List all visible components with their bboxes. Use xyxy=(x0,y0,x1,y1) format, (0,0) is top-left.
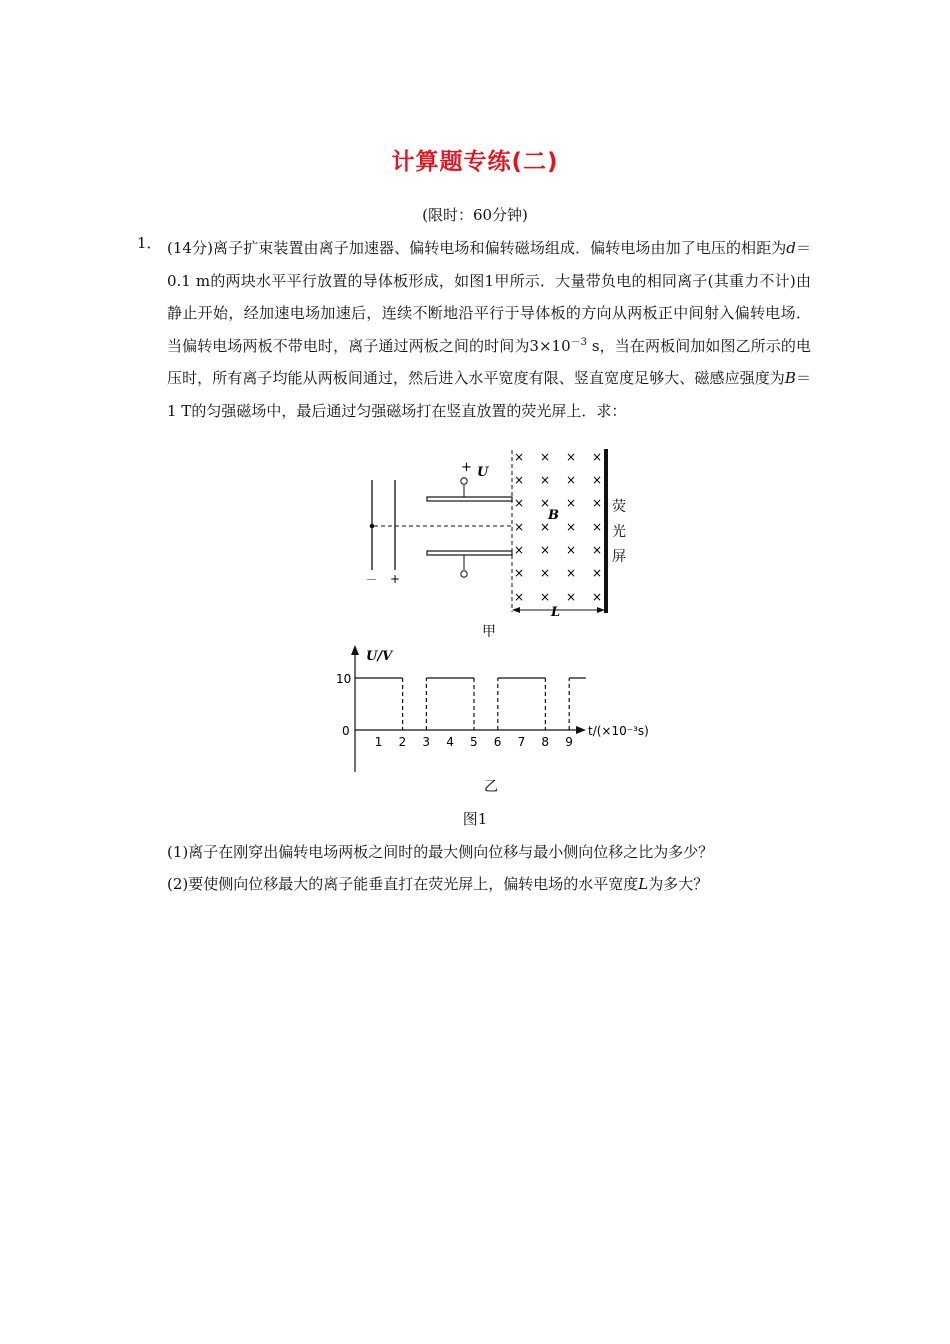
screen-label-3: 屏 xyxy=(612,549,626,565)
plus-bottom-label: + xyxy=(390,572,401,586)
field-cross-mark: × xyxy=(566,543,577,557)
field-cross-mark: × xyxy=(540,566,551,580)
y-tick-10: 10 xyxy=(336,672,352,686)
x-tick-label: 6 xyxy=(493,735,502,749)
field-cross-mark: × xyxy=(540,496,551,510)
figure-a-caption: 甲 xyxy=(482,624,496,640)
x-tick-label: 8 xyxy=(541,735,550,749)
field-cross-mark: × xyxy=(514,520,525,534)
field-cross-mark: × xyxy=(540,520,551,534)
field-cross-mark: × xyxy=(592,496,603,510)
y-axis-label: U/V xyxy=(366,649,393,664)
field-cross-mark: × xyxy=(566,590,577,604)
width-label: L xyxy=(551,605,561,620)
figure-caption: 图1 xyxy=(462,810,488,828)
field-cross-mark: × xyxy=(514,543,525,557)
field-label: B xyxy=(548,508,559,523)
x-axis-arrow-icon xyxy=(576,726,586,734)
x-tick-label: 2 xyxy=(398,735,407,749)
field-cross-mark: × xyxy=(514,473,525,487)
x-tick-labels xyxy=(375,735,573,749)
screen-label-2: 光 xyxy=(612,524,626,540)
page-title: 计算题专练(二) xyxy=(391,149,559,175)
field-cross-mark: × xyxy=(514,450,525,464)
field-cross-mark: × xyxy=(566,450,577,464)
field-cross-mark: × xyxy=(566,520,577,534)
screen-label-1: 荧 xyxy=(612,499,626,515)
plus-top-label: + xyxy=(461,460,472,475)
sub-question-1: (1)离子在刚穿出偏转电场两板之间时的最大侧向位移与最小侧向位移之比为多少？ xyxy=(167,843,714,861)
field-cross-mark: × xyxy=(566,566,577,580)
x-tick-label: 7 xyxy=(517,735,526,749)
field-cross-mark: × xyxy=(514,566,525,580)
voltage-series xyxy=(355,678,586,730)
x-tick-label: 3 xyxy=(422,735,431,749)
field-cross-mark: × xyxy=(540,450,551,464)
field-cross-mark: × xyxy=(592,590,603,604)
field-cross-mark: × xyxy=(566,496,577,510)
field-cross-mark: × xyxy=(514,496,525,510)
question-number: 1． xyxy=(137,234,162,252)
question-text: (14分)离子扩束装置由离子加速器、偏转电场和偏转磁场组成．偏转电场由加了电压的相距为d＝0.1 m的两块水平平行放置的导体板形成，如图1甲所示．大量带负电的相同离子(其重力不计)由静止开始，经加速电场加速后，连续不断地沿平行于导体板的方向从两板正中间射入偏转电场．当偏转电场两板不带电时，离子通过两板之间的时间为$3\times 10^{-3}$ s，当在两板间加如图乙所示的电压时，所有离子均能从两板间通过，然后进入水平宽度有限、竖直宽度足够大、磁感应强度为B＝1 T的匀强磁场中，最后通过匀强磁场打在竖直放置的荧光屏上．求： xyxy=(167,239,812,420)
field-cross-mark: × xyxy=(592,450,603,464)
field-cross-mark: × xyxy=(540,590,551,604)
x-tick-label: 5 xyxy=(470,735,478,749)
time-limit: (限时：60分钟) xyxy=(422,206,528,224)
field-cross-mark: × xyxy=(592,543,603,557)
figure-b-caption: 乙 xyxy=(484,779,498,795)
field-cross-mark: × xyxy=(566,473,577,487)
field-cross-mark: × xyxy=(592,520,603,534)
field-cross-mark: × xyxy=(540,473,551,487)
y-tick-0: 0 xyxy=(342,724,350,738)
field-cross-mark: × xyxy=(592,473,603,487)
y-axis-arrow-icon xyxy=(351,645,359,655)
minus-label: － xyxy=(366,573,377,586)
field-cross-mark: × xyxy=(592,566,603,580)
field-cross-mark: × xyxy=(514,590,525,604)
field-cross-mark: × xyxy=(540,543,551,557)
x-tick-label: 9 xyxy=(565,735,573,749)
x-tick-label: 1 xyxy=(374,735,383,749)
x-axis-label: t/(×10⁻³s) xyxy=(588,724,649,738)
sub-question-2: (2)要使侧向位移最大的离子能垂直打在荧光屏上，偏转电场的水平宽度L为多大？ xyxy=(167,875,709,893)
voltage-label: U xyxy=(477,465,489,480)
x-tick-label: 4 xyxy=(446,735,454,749)
